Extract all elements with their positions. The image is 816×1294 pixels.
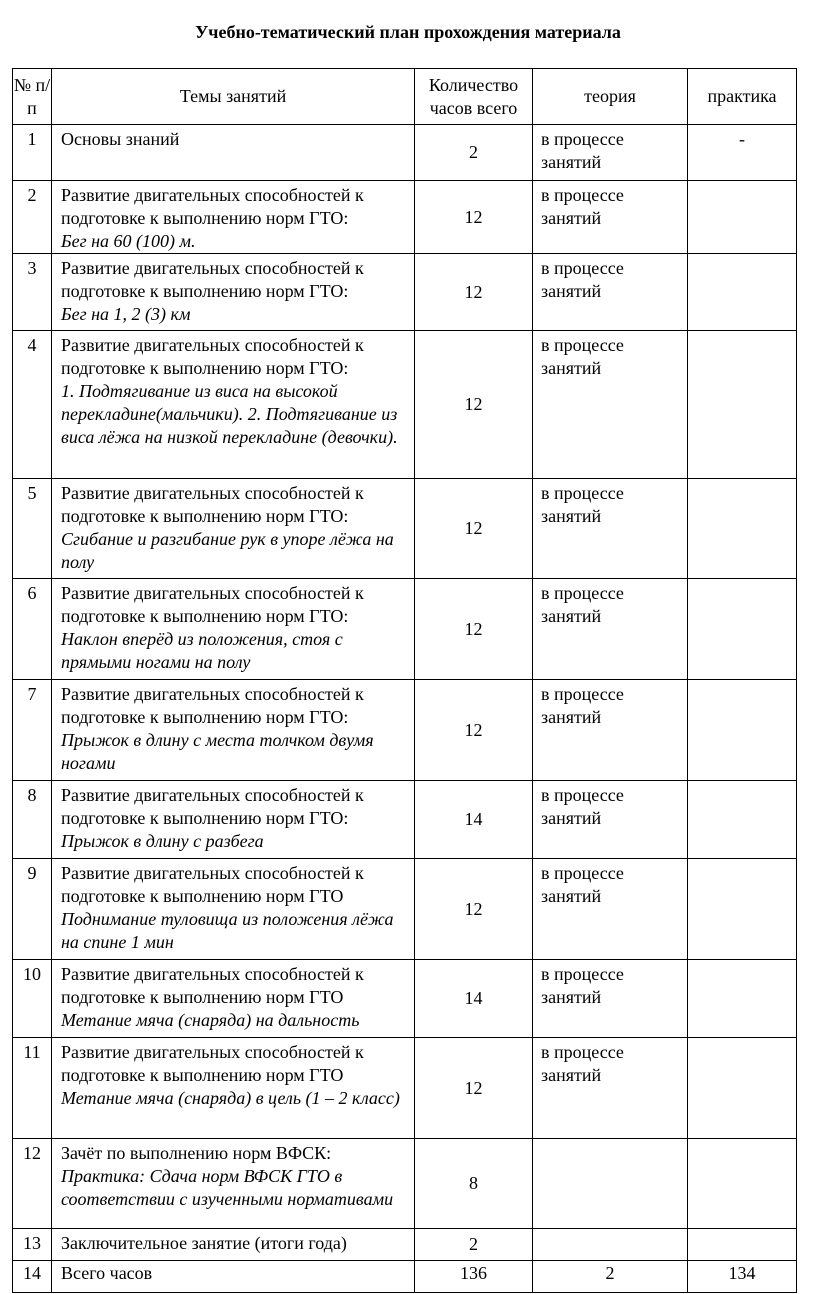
row-num: 5 — [13, 479, 52, 579]
row-topic — [52, 960, 415, 1038]
table-row — [13, 579, 797, 680]
table-row — [13, 1139, 797, 1229]
row-hours: 12 — [415, 579, 533, 680]
row-practice — [688, 254, 797, 331]
topic-text: Основы знаний — [61, 129, 180, 149]
row-practice — [688, 1229, 797, 1261]
header-practice: практика — [688, 69, 797, 125]
row-num: 11 — [13, 1038, 52, 1139]
table-row — [13, 181, 797, 254]
topic-exercise-text: Практика: Сдача норм ВФСК ГТО в соответствии с изученными нормативами — [61, 1166, 394, 1209]
header-topic: Темы занятий — [52, 69, 415, 125]
topic-exercise-text: Поднимание туловища из положения лёжа на спине 1 мин — [61, 909, 394, 952]
topic-text: Развитие двигательных способностей к подготовке к выполнению норм ГТО — [61, 863, 364, 906]
row-num: 1 — [13, 125, 52, 181]
table-row — [13, 1229, 797, 1261]
total-num: 14 — [13, 1261, 52, 1293]
table-row — [13, 680, 797, 781]
row-practice — [688, 859, 797, 960]
row-num: 2 — [13, 181, 52, 254]
row-hours: 2 — [415, 125, 533, 181]
row-theory: в процессе занятий — [533, 960, 688, 1038]
row-topic — [52, 254, 415, 331]
topic-text: Развитие двигательных способностей к подготовке к выполнению норм ГТО: — [61, 583, 364, 626]
row-topic — [52, 1038, 415, 1139]
table-header-row — [13, 69, 797, 125]
table-row — [13, 960, 797, 1038]
table-row — [13, 859, 797, 960]
row-practice — [688, 680, 797, 781]
row-topic — [52, 1229, 415, 1261]
document-title: Учебно-тематический план прохождения материала — [195, 22, 621, 42]
row-theory: в процессе занятий — [533, 181, 688, 254]
topic-text: Развитие двигательных способностей к подготовке к выполнению норм ГТО — [61, 964, 364, 1007]
row-hours: 2 — [415, 1229, 533, 1261]
total-row — [13, 1261, 797, 1293]
row-hours: 12 — [415, 859, 533, 960]
row-hours: 12 — [415, 181, 533, 254]
topic-text: Заключительное занятие (итоги года) — [61, 1233, 347, 1253]
row-practice — [688, 331, 797, 479]
topic-text: Развитие двигательных способностей к подготовке к выполнению норм ГТО: — [61, 185, 364, 228]
total-hours: 136 — [415, 1261, 533, 1293]
row-topic — [52, 680, 415, 781]
table-row — [13, 125, 797, 181]
row-hours: 8 — [415, 1139, 533, 1229]
row-theory: в процессе занятий — [533, 781, 688, 859]
row-practice: - — [688, 125, 797, 181]
header-num: № п/п — [13, 69, 52, 125]
row-num: 7 — [13, 680, 52, 781]
topic-text: Развитие двигательных способностей к подготовке к выполнению норм ГТО: — [61, 785, 364, 828]
row-theory — [533, 1229, 688, 1261]
topic-exercise-text: Прыжок в длину с разбега — [61, 831, 264, 851]
topic-exercise-text: Прыжок в длину с места толчком двумя ногами — [61, 730, 374, 773]
topic-text: Развитие двигательных способностей к подготовке к выполнению норм ГТО: — [61, 335, 364, 378]
topic-exercise-text: Наклон вперёд из положения, стоя с прямыми ногами на полу — [61, 629, 343, 672]
header-hours: Количество часов всего — [415, 69, 533, 125]
row-num: 10 — [13, 960, 52, 1038]
row-theory: в процессе занятий — [533, 125, 688, 181]
row-topic — [52, 181, 415, 254]
topic-exercise-text: Сгибание и разгибание рук в упоре лёжа на полу — [61, 529, 394, 572]
row-theory: в процессе занятий — [533, 579, 688, 680]
row-theory: в процессе занятий — [533, 479, 688, 579]
row-hours: 12 — [415, 680, 533, 781]
total-practice: 134 — [688, 1261, 797, 1293]
table-row — [13, 1038, 797, 1139]
row-topic — [52, 579, 415, 680]
row-num: 12 — [13, 1139, 52, 1229]
row-practice — [688, 181, 797, 254]
topic-text: Развитие двигательных способностей к подготовке к выполнению норм ГТО: — [61, 684, 364, 727]
row-practice — [688, 479, 797, 579]
table-body — [13, 125, 797, 1293]
row-theory: в процессе занятий — [533, 859, 688, 960]
row-topic — [52, 125, 415, 181]
topic-exercise-text: Метание мяча (снаряда) на дальность — [61, 1010, 360, 1030]
table-row — [13, 479, 797, 579]
row-num: 9 — [13, 859, 52, 960]
row-hours: 12 — [415, 254, 533, 331]
total-theory: 2 — [533, 1261, 688, 1293]
topic-exercise-text: Бег на 60 (100) м. — [61, 231, 196, 251]
row-topic — [52, 781, 415, 859]
row-hours: 14 — [415, 960, 533, 1038]
row-hours: 12 — [415, 479, 533, 579]
row-num: 13 — [13, 1229, 52, 1261]
row-theory — [533, 1139, 688, 1229]
row-num: 4 — [13, 331, 52, 479]
row-num: 3 — [13, 254, 52, 331]
table-row — [13, 331, 797, 479]
table-row — [13, 781, 797, 859]
row-num: 6 — [13, 579, 52, 680]
row-theory: в процессе занятий — [533, 1038, 688, 1139]
row-num: 8 — [13, 781, 52, 859]
topic-text: Развитие двигательных способностей к подготовке к выполнению норм ГТО — [61, 1042, 364, 1085]
row-theory: в процессе занятий — [533, 680, 688, 781]
row-topic — [52, 859, 415, 960]
row-practice — [688, 781, 797, 859]
topic-text: Развитие двигательных способностей к подготовке к выполнению норм ГТО: — [61, 258, 364, 301]
topic-exercise-text: Бег на 1, 2 (3) км — [61, 304, 191, 324]
row-practice — [688, 1038, 797, 1139]
row-practice — [688, 1139, 797, 1229]
row-topic — [52, 331, 415, 479]
row-hours: 12 — [415, 1038, 533, 1139]
row-hours: 14 — [415, 781, 533, 859]
topic-exercise-text: Метание мяча (снаряда) в цель (1 – 2 класс) — [61, 1088, 400, 1108]
row-theory: в процессе занятий — [533, 254, 688, 331]
row-theory: в процессе занятий — [533, 331, 688, 479]
total-label: Всего часов — [52, 1261, 415, 1293]
row-practice — [688, 960, 797, 1038]
row-topic — [52, 479, 415, 579]
row-hours: 12 — [415, 331, 533, 479]
row-practice — [688, 579, 797, 680]
topic-text: Зачёт по выполнению норм ВФСК: — [61, 1143, 332, 1163]
row-topic — [52, 1139, 415, 1229]
study-plan-table — [12, 68, 797, 1293]
header-theory: теория — [533, 69, 688, 125]
table-row — [13, 254, 797, 331]
topic-exercise-text: 1. Подтягивание из виса на высокой перекладине(мальчики). 2. Подтягивание из виса лёжа на низкой перекладине (девочки). — [61, 381, 398, 447]
topic-text: Развитие двигательных способностей к подготовке к выполнению норм ГТО: — [61, 483, 364, 526]
